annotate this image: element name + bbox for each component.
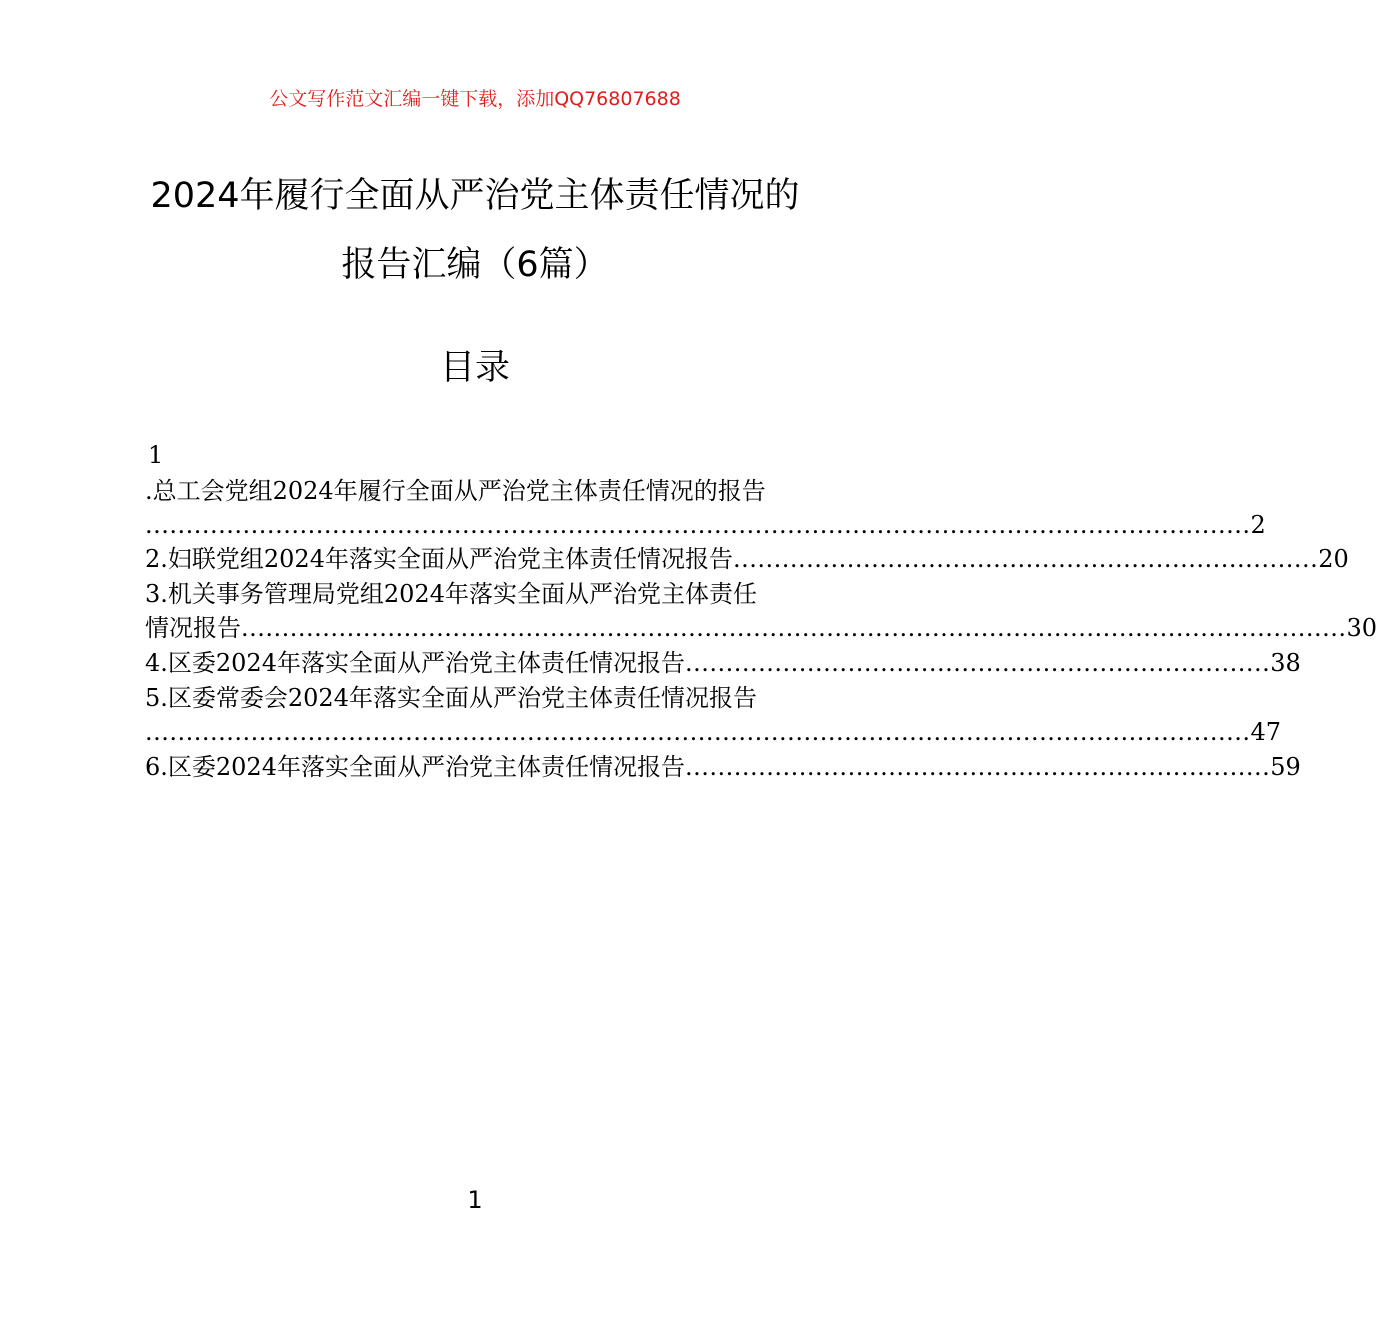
toc-entry-1-page: 2 bbox=[1250, 511, 1266, 539]
toc-entry-5-leader[interactable] bbox=[145, 715, 1282, 749]
document-title-line-2: 报告汇编（6篇） bbox=[341, 245, 609, 285]
toc-entry-6[interactable] bbox=[145, 750, 1301, 784]
dot-leader: ........................................................................................................................................ bbox=[145, 718, 1251, 746]
toc-entry-3-title-line-2: 情况报告 bbox=[145, 614, 241, 642]
toc-entry-2[interactable] bbox=[145, 542, 1349, 576]
toc-entry-3-title-line-1[interactable]: 3.机关事务管理局党组2024年落实全面从严治党主体责任 bbox=[145, 580, 757, 608]
dot-leader: ........................................................................ bbox=[684, 753, 1271, 781]
toc-entry-2-page: 20 bbox=[1318, 545, 1349, 573]
toc-entry-5-page: 47 bbox=[1250, 718, 1282, 746]
dot-leader: ........................................................................................................................................ bbox=[145, 511, 1251, 539]
toc-entry-3[interactable] bbox=[145, 611, 1377, 645]
toc-entry-2-title: 2.妇联党组2024年落实全面从严治党主体责任情况报告 bbox=[145, 545, 733, 573]
dot-leader: ........................................................................ bbox=[732, 545, 1319, 573]
download-banner: 公文写作范文汇编一键下载，添加QQ76807688 bbox=[269, 88, 681, 110]
toc-entry-4[interactable] bbox=[145, 646, 1301, 680]
toc-entry-1-title[interactable]: .总工会党组2024年履行全面从严治党主体责任情况的报告 bbox=[145, 477, 766, 505]
dot-leader: ........................................................................................................................................ bbox=[241, 614, 1347, 642]
toc-entry-1-leader[interactable] bbox=[145, 508, 1266, 542]
toc-entry-6-title: 6.区委2024年落实全面从严治党主体责任情况报告 bbox=[145, 753, 685, 781]
document-title-line-1: 2024年履行全面从严治党主体责任情况的 bbox=[150, 176, 800, 216]
toc-entry-1-number[interactable]: 1 bbox=[148, 441, 164, 469]
dot-leader: ........................................................................ bbox=[684, 649, 1271, 677]
toc-heading: 目录 bbox=[439, 348, 510, 388]
toc-entry-4-title: 4.区委2024年落实全面从严治党主体责任情况报告 bbox=[145, 649, 685, 677]
toc-entry-5-title[interactable]: 5.区委常委会2024年落实全面从严治党主体责任情况报告 bbox=[145, 684, 757, 712]
toc-entry-4-page: 38 bbox=[1270, 649, 1301, 677]
page-number: 1 bbox=[467, 1186, 483, 1214]
toc-entry-6-page: 59 bbox=[1270, 753, 1301, 781]
toc-entry-3-page: 30 bbox=[1346, 614, 1377, 642]
